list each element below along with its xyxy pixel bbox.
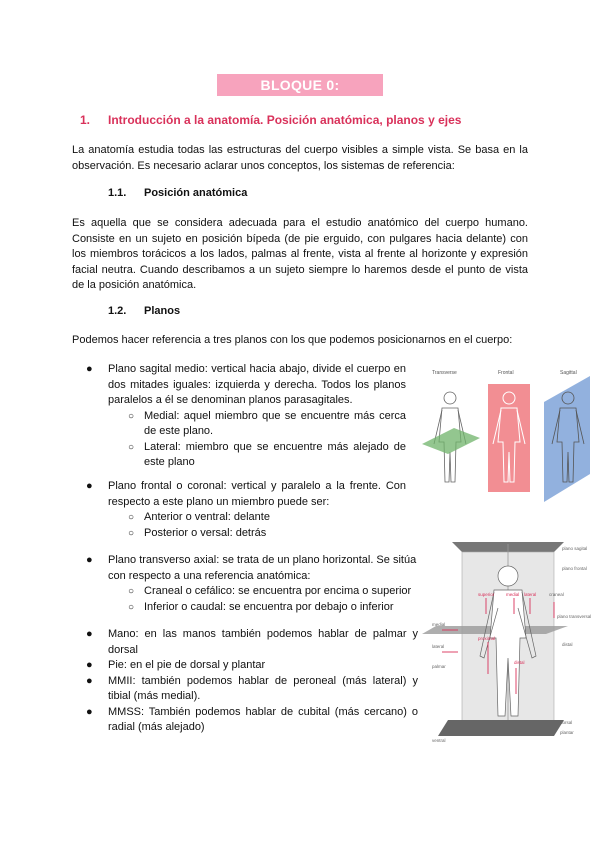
sub-bullet-inferior-text: Inferior o caudal: se encuentra por debajo o inferior (144, 600, 394, 613)
bullet-mano-text: Mano: en las manos también podemos hablar de palmar y dorsal (108, 628, 418, 656)
figure2-label-craneal: craneal (549, 592, 564, 597)
figure2-label-plano-sagital: plano sagital (562, 546, 588, 551)
figure2-label-plano-transversal: plano transversal (557, 614, 592, 619)
figure2-label-superior: superior (478, 592, 495, 597)
sub-bullet-craneal: ○ Craneal o cefálico: se encuentra por encima o superior (128, 585, 412, 597)
intro-paragraph: La anatomía estudia todas las estructuras del cuerpo visibles a simple vista. Se basa en la observación. Es necesario aclarar unos conceptos, los sistemas de referencia: (72, 144, 528, 172)
figure2-label-palmar: palmar (432, 664, 446, 669)
sub-bullet-medial-text: Medial: aquel miembro que se encuentre más cerca de este plano. (144, 409, 406, 437)
subsection-1-2-title: Planos (144, 305, 181, 317)
sub-bullet-lateral: ○ Lateral: miembro que se encuentre más alejado de este plano (128, 440, 406, 468)
sub-bullet-posterior-text: Posterior o versal: detrás (144, 526, 267, 539)
subsection-1-1-heading (108, 187, 247, 199)
posicion-anatomica-paragraph: Es aquella que se considera adecuada para el estudio anatómico del cuerpo humano. Consiste en un sujeto en posición bípeda (de pie erguido, con pulgares hacia delante) con los miembros torácicos a los lados, palmas al frente, vista al frente al horizonte y expresión facial neutra. Cuando describamos a un sujeto siempre lo haremos desde el punto de vista de la posición anatómica. (72, 217, 528, 291)
figure2-label-mid-distal: distal (514, 660, 525, 665)
figure2-label-dorsal: dorsal (560, 720, 573, 725)
sub-bullet-anterior-text: Anterior o ventral: delante (144, 511, 270, 523)
bullet-transverso: ● Plano transverso axial: se trata de un plano horizontal. Se sitúa con respecto a una referencia anatómica: (86, 554, 417, 582)
figure2-label-distal: distal (562, 642, 573, 647)
bullet-mmii: ● MMII: también podemos hablar de peroneal (más lateral) y tibial (más medial). (86, 674, 418, 702)
figure2-label-medial: medial (432, 622, 446, 627)
bullet-mmss: ● MMSS: También podemos hablar de cubital (más cercano) o radial (más alejado) (86, 705, 418, 733)
figure2-label-top-medial: medial (506, 592, 520, 597)
bullet-group-transverso (86, 553, 418, 615)
figure2-label-plantar: plantar (560, 730, 574, 735)
sub-bullet-craneal-text: Craneal o cefálico: se encuentra por encima o superior (144, 585, 412, 597)
bullet-group-sagital (86, 362, 406, 471)
figure2-label-plano-frontal: plano frontal (562, 566, 587, 571)
bullet-pie-text: Pie: en el pie de dorsal y plantar (108, 659, 266, 671)
anatomical-terms-figure (418, 538, 598, 748)
figure2-label-lateral: lateral (432, 644, 445, 649)
section-1-number: 1. (80, 113, 91, 127)
bullet-transverso-text: Plano transverso axial: se trata de un plano horizontal. Se sitúa con respecto a una referencia anatómica: (108, 554, 417, 582)
subsection-1-2-number: 1.2. (108, 305, 127, 317)
bullet-pie: ● Pie: en el pie de dorsal y plantar (86, 659, 266, 671)
subsection-1-1-title: Posición anatómica (144, 187, 248, 199)
section-1-heading (80, 113, 461, 127)
anatomical-planes-figure (418, 362, 598, 507)
bullet-group-extremidades (86, 627, 418, 736)
document-title: BLOQUE 0: INTRODUCCIÓN (217, 74, 383, 96)
sub-bullet-posterior: ○ Posterior o versal: detrás (128, 526, 267, 539)
figure1-label-frontal: Frontal (498, 370, 514, 376)
figure2-bottom-plate (438, 720, 564, 736)
subsection-1-1-number: 1.1. (108, 187, 127, 199)
bullet-sagital: ● Plano sagital medio: vertical hacia abajo, divide el cuerpo en dos mitades iguales: izquierda y derecha. Todos los planos paralelos a él se denominan planos parasagitales. (86, 363, 406, 406)
figure2-label-ventral: ventral (432, 738, 446, 743)
bullet-mmii-text: MMII: también podemos hablar de peroneal (más lateral) y tibial (más medial). (108, 674, 418, 702)
sub-bullet-anterior: ○ Anterior o ventral: delante (128, 511, 270, 523)
bullet-frontal-text: Plano frontal o coronal: vertical y paralelo a la frente. Con respecto a este plano un miembro puede ser: (108, 480, 406, 508)
bullet-group-frontal (86, 479, 406, 541)
bullet-mano: ● Mano: en las manos también podemos hablar de palmar y dorsal (86, 628, 418, 656)
figure1-label-transverse: Transverse (432, 370, 457, 376)
planos-intro-paragraph: Podemos hacer referencia a tres planos con los que podemos posicionarnos en el cuerpo: (72, 334, 513, 346)
sub-bullet-medial: ○ Medial: aquel miembro que se encuentre más cerca de este plano. (128, 409, 406, 437)
section-1-title: Introducción a la anatomía. Posición anatómica, planos y ejes (108, 113, 462, 127)
subsection-1-2-heading (108, 305, 180, 317)
bullet-mmss-text: MMSS: También podemos hablar de cubital (más cercano) o radial (más alejado) (108, 705, 418, 733)
bullet-frontal: ● Plano frontal o coronal: vertical y paralelo a la frente. Con respecto a este plano un miembro puede ser: (86, 480, 406, 508)
bullet-sagital-text: Plano sagital medio: vertical hacia abajo, divide el cuerpo en dos mitades iguales: izquierda y derecha. Todos los planos paralelos a él se denominan planos parasagitales. (108, 363, 406, 406)
sub-bullet-inferior: ○ Inferior o caudal: se encuentra por debajo o inferior (128, 600, 394, 613)
figure2-label-top-lateral: lateral (524, 592, 537, 597)
transverse-plane (422, 428, 480, 454)
sub-bullet-lateral-text: Lateral: miembro que se encuentre más alejado de este plano (144, 440, 406, 468)
figure2-label-proximal: proximal (478, 636, 496, 641)
figure1-label-sagittal: Sagittal (560, 370, 577, 376)
